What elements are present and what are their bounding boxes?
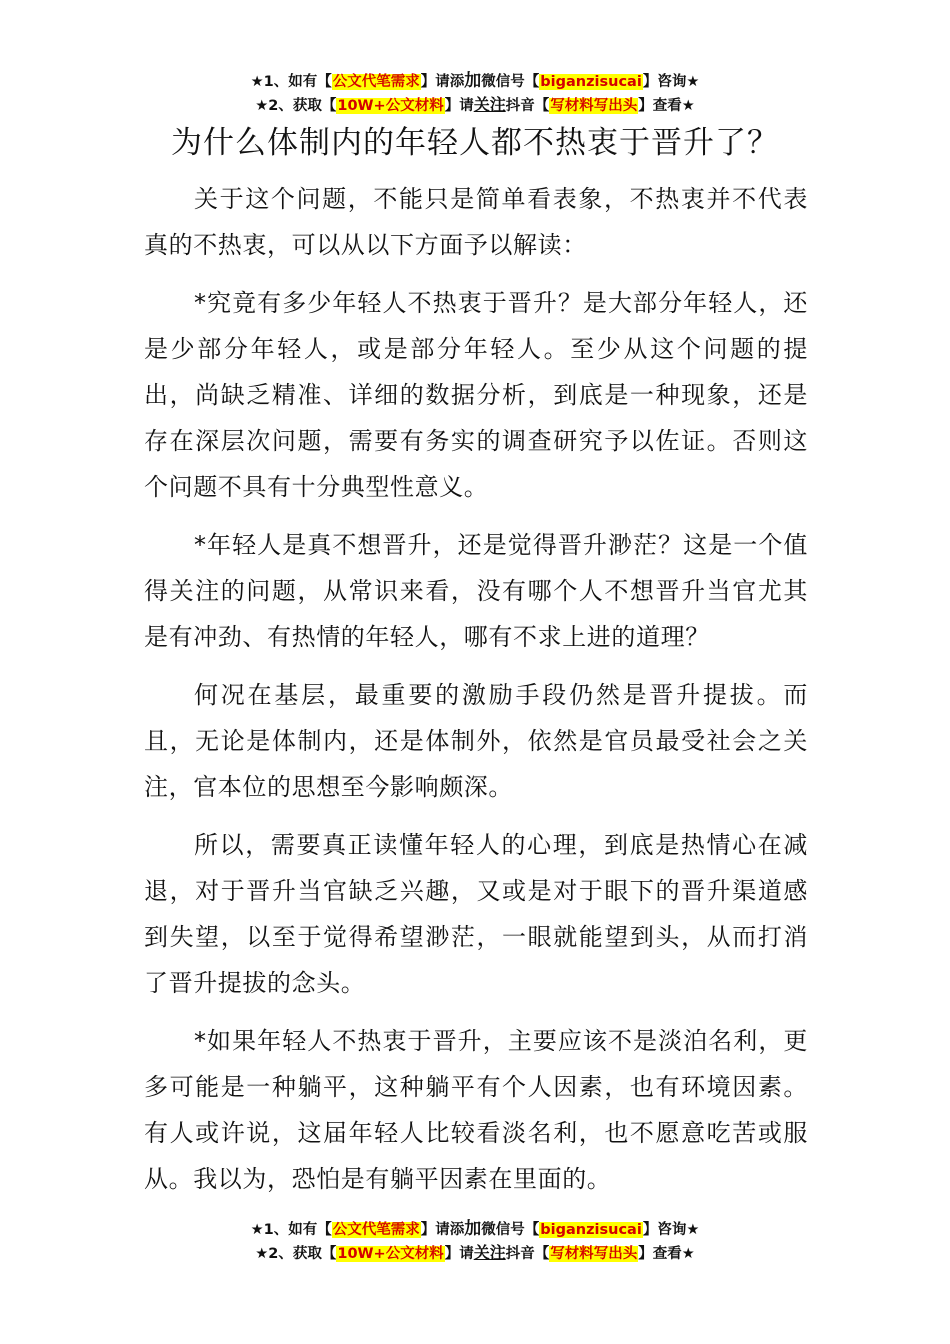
ad-text-underlined: 关注 xyxy=(473,95,506,114)
ad-highlight-douyin-account: 写材料写出头 xyxy=(550,1246,638,1262)
ad-highlight-service: 公文代笔需求 xyxy=(332,74,420,90)
ad-text-emphasis: 加 xyxy=(464,71,482,91)
document-body xyxy=(144,176,808,1214)
ad-line-1 xyxy=(0,69,950,93)
ad-line-1 xyxy=(0,1217,950,1241)
ad-text: 】请添 xyxy=(420,1222,465,1238)
ad-text: ★1、如有【 xyxy=(250,1222,332,1238)
ad-highlight-materials: 10W+公文材料 xyxy=(337,1246,444,1262)
header-ad-banner xyxy=(0,69,950,117)
ad-highlight-service: 公文代笔需求 xyxy=(332,1222,420,1238)
ad-highlight-douyin-account: 写材料写出头 xyxy=(550,98,638,114)
ad-text: 】请添 xyxy=(420,74,465,90)
document-title: 为什么体制内的年轻人都不热衷于晋升了？ xyxy=(171,125,779,161)
ad-highlight-wechat-id: biganzisucai xyxy=(540,74,642,90)
ad-text: 抖音【 xyxy=(505,98,550,114)
paragraph: *如果年轻人不热衷于晋升，主要应该不是淡泊名利，更多可能是一种躺平，这种躺平有个人因素，也有环境因素。有人或许说，这届年轻人比较看淡名利，也不愿意吃苦或服从。我以为，恐怕是有躺平因素在里面的。 xyxy=(144,1027,808,1193)
ad-line-2 xyxy=(0,1241,950,1265)
paragraph: 何况在基层，最重要的激励手段仍然是晋升提拔。而且，无论是体制内，还是体制外，依然是官员最受社会之关注，官本位的思想至今影响颇深。 xyxy=(144,681,808,801)
ad-text: ★2、获取【 xyxy=(255,1246,337,1262)
paragraph: 所以，需要真正读懂年轻人的心理，到底是热情心在减退，对于晋升当官缺乏兴趣，又或是对于眼下的晋升渠道感到失望，以至于觉得希望渺茫，一眼就能望到头，从而打消了晋升提拔的念头。 xyxy=(144,831,808,997)
ad-text-underlined: 关注 xyxy=(473,1243,506,1262)
ad-text: 】请 xyxy=(444,98,474,114)
ad-text-emphasis: 加 xyxy=(464,1219,482,1239)
ad-text: 微信号【 xyxy=(481,1222,540,1238)
ad-highlight-materials: 10W+公文材料 xyxy=(337,98,444,114)
ad-text: 】查看★ xyxy=(638,1246,695,1262)
paragraph: *究竟有多少年轻人不热衷于晋升？是大部分年轻人，还是少部分年轻人，或是部分年轻人。至少从这个问题的提出，尚缺乏精准、详细的数据分析，到底是一种现象，还是存在深层次问题，需要有务实的调查研究予以佐证。否则这个问题不具有十分典型性意义。 xyxy=(144,289,808,501)
ad-line-2 xyxy=(0,93,950,117)
ad-text: 抖音【 xyxy=(505,1246,550,1262)
ad-text: 】咨询★ xyxy=(642,74,700,90)
ad-text: ★2、获取【 xyxy=(255,98,337,114)
ad-text: 】请 xyxy=(444,1246,474,1262)
paragraph: 关于这个问题，不能只是简单看表象，不热衷并不代表真的不热衷，可以从以下方面予以解读： xyxy=(144,185,808,259)
ad-text: 微信号【 xyxy=(481,74,540,90)
footer-ad-banner xyxy=(0,1217,950,1265)
paragraph: *年轻人是真不想晋升，还是觉得晋升渺茫？这是一个值得关注的问题，从常识来看，没有哪个人不想晋升当官尤其是有冲劲、有热情的年轻人，哪有不求上进的道理？ xyxy=(144,531,808,651)
ad-text: 】咨询★ xyxy=(642,1222,700,1238)
ad-text: ★1、如有【 xyxy=(250,74,332,90)
ad-text: 】查看★ xyxy=(638,98,695,114)
ad-highlight-wechat-id: biganzisucai xyxy=(540,1222,642,1238)
